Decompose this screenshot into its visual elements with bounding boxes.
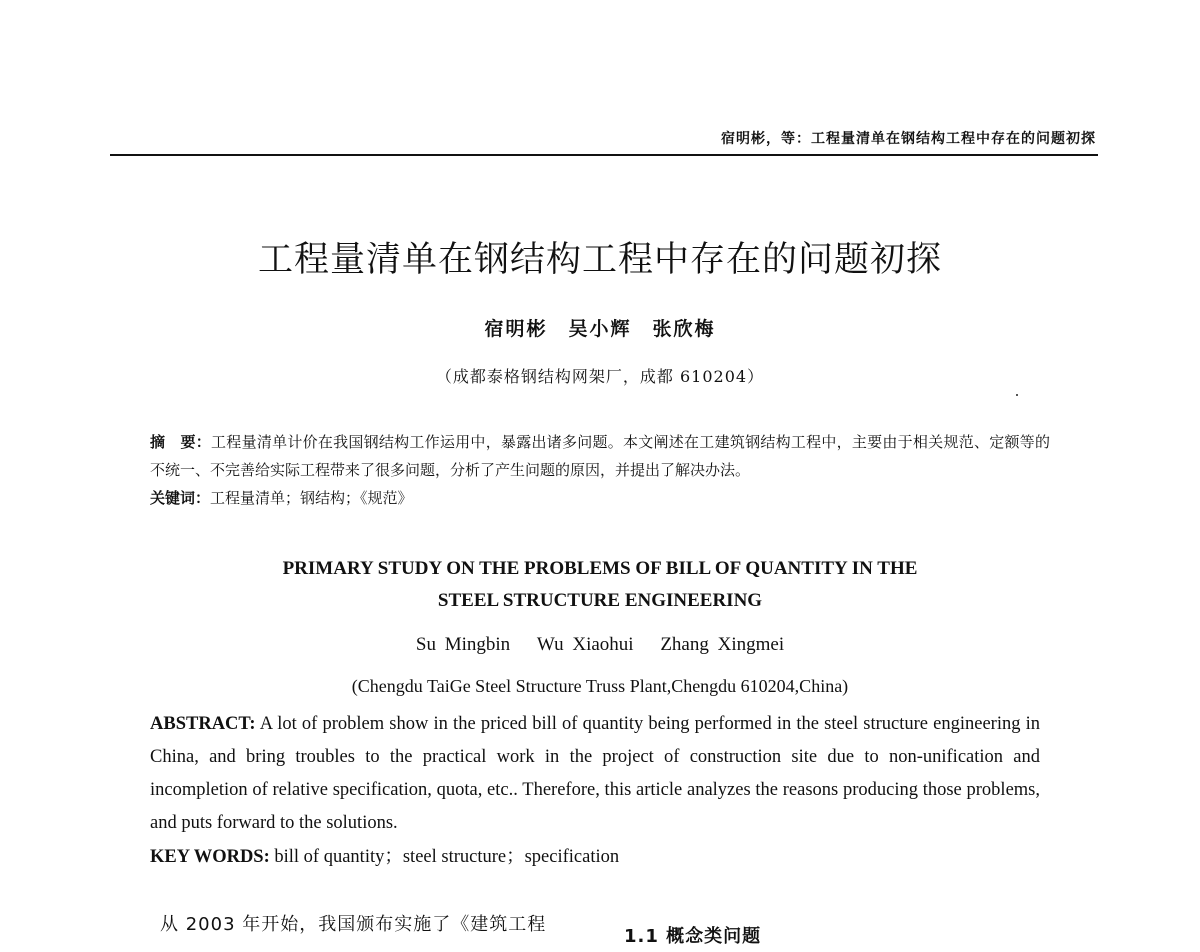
cn-abstract-label: 摘 要： [150,433,212,451]
en-author-2: Wu Xiaohui [536,634,634,655]
en-title [0,553,1200,617]
en-title-line1: PRIMARY STUDY ON THE PROBLEMS OF BILL OF QUANTITY IN THE [282,558,918,579]
en-keywords-label: KEY WORDS: [150,847,270,867]
running-header: 宿明彬，等：工程量清单在钢结构工程中存在的问题初探 [721,131,1096,147]
body-left-line: 从 2003 年开始，我国颁布实施了《建筑工程 [160,914,547,935]
en-abstract-text: A lot of problem show in the priced bill of quantity being performed in the steel structure engineering in China, and bring troubles to the practical work in the project of construction site due to non-unification and incompletion of relative specification, quota, etc.. Therefore, this article analyzes the reasons producing those problems, and puts forward to the solutions. [150,714,1041,833]
scan-speck [1016,394,1018,396]
en-abstract [150,708,1040,840]
cn-abstract-block [150,428,1050,512]
cn-title: 工程量清单在钢结构工程中存在的问题初探 [257,240,942,280]
en-author-1: Su Mingbin [415,634,511,655]
cn-keywords [150,484,1050,512]
header-rule [110,154,1098,156]
cn-affiliation: （成都泰格钢结构网架厂，成都 610204） [435,367,765,386]
cn-authors: 宿明彬 吴小辉 张欣梅 [484,318,716,340]
en-authors [0,634,1200,656]
en-abstract-label: ABSTRACT: [150,714,256,734]
en-author-3: Zhang Xingmei [660,634,785,655]
cn-abstract [150,428,1050,484]
cn-keywords-label: 关键词： [150,489,211,507]
en-title-line2: STEEL STRUCTURE ENGINEERING [437,590,763,611]
cn-keywords-text: 工程量清单；钢结构；《规范》 [210,489,413,507]
section-heading-1-1: 1.1 概念类问题 [624,926,762,947]
en-keywords [150,842,619,868]
cn-abstract-text: 工程量清单计价在我国钢结构工作运用中，暴露出诸多问题。本文阐述在工建筑钢结构工程中，主要由于相关规范、定额等的不统一、不完善给实际工程带来了很多问题，分析了产生问题的原因，并提出了解决办法。 [150,433,1050,479]
en-affiliation: (Chengdu TaiGe Steel Structure Truss Plant,Chengdu 610204,China) [351,676,849,696]
en-keywords-text: bill of quantity；steel structure；specification [274,847,620,867]
